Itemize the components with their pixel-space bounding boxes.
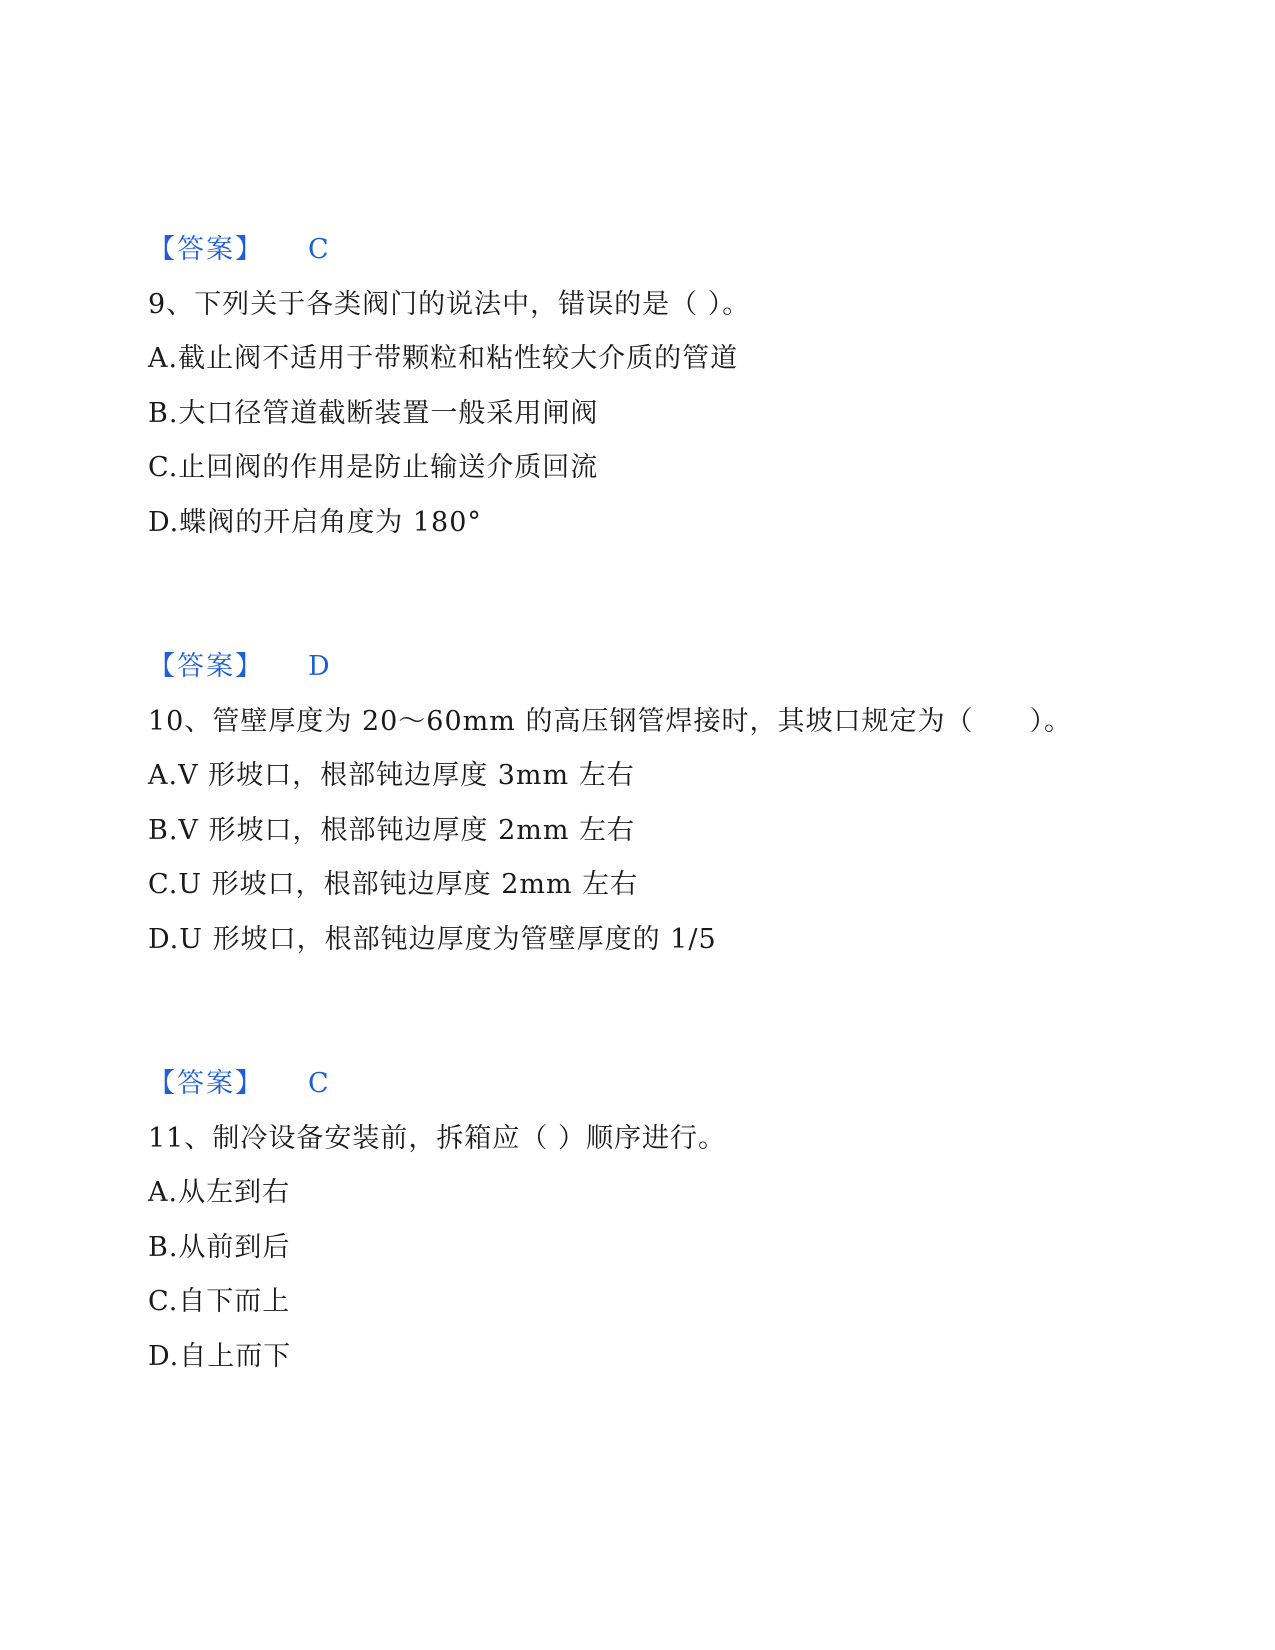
question-10-option-b: B.V 形坡口，根部钝边厚度 2mm 左右 [148,815,636,846]
answer-value: C [308,1068,329,1099]
question-11-text: 11、制冷设备安装前，拆箱应（ ）顺序进行。 [148,1123,726,1154]
answer-label: 【答案】 [148,234,264,265]
question-10-option-a: A.V 形坡口，根部钝边厚度 3mm 左右 [148,760,635,791]
question-10-option-c: C.U 形坡口，根部钝边厚度 2mm 左右 [148,869,639,900]
question-11-option-b: B.从前到后 [148,1232,291,1263]
question-9-option-b: B.大口径管道截断装置一般采用闸阀 [148,398,599,429]
question-11-option-d: D.自上而下 [148,1341,292,1372]
answer-label: 【答案】 [148,1068,264,1099]
question-9-option-a: A.截止阀不适用于带颗粒和粘性较大介质的管道 [148,343,739,374]
question-9-option-d: D.蝶阀的开启角度为 180° [148,507,482,538]
answer-label: 【答案】 [148,651,264,682]
answer-row [148,1067,329,1101]
question-10-option-d: D.U 形坡口，根部钝边厚度为管壁厚度的 1/5 [148,924,717,955]
answer-row [148,650,330,684]
question-11-option-a: A.从左到右 [148,1177,291,1208]
question-9-text: 9、下列关于各类阀门的说法中，错误的是（ ）。 [148,289,751,320]
answer-row [148,233,329,267]
question-9-option-c: C.止回阀的作用是防止输送介质回流 [148,452,599,483]
question-10-text: 10、管壁厚度为 20～60mm 的高压钢管焊接时，其坡口规定为（ ）。 [148,706,1072,737]
question-11-option-c: C.自下而上 [148,1286,291,1317]
answer-value: C [308,234,329,265]
answer-value: D [308,651,330,682]
